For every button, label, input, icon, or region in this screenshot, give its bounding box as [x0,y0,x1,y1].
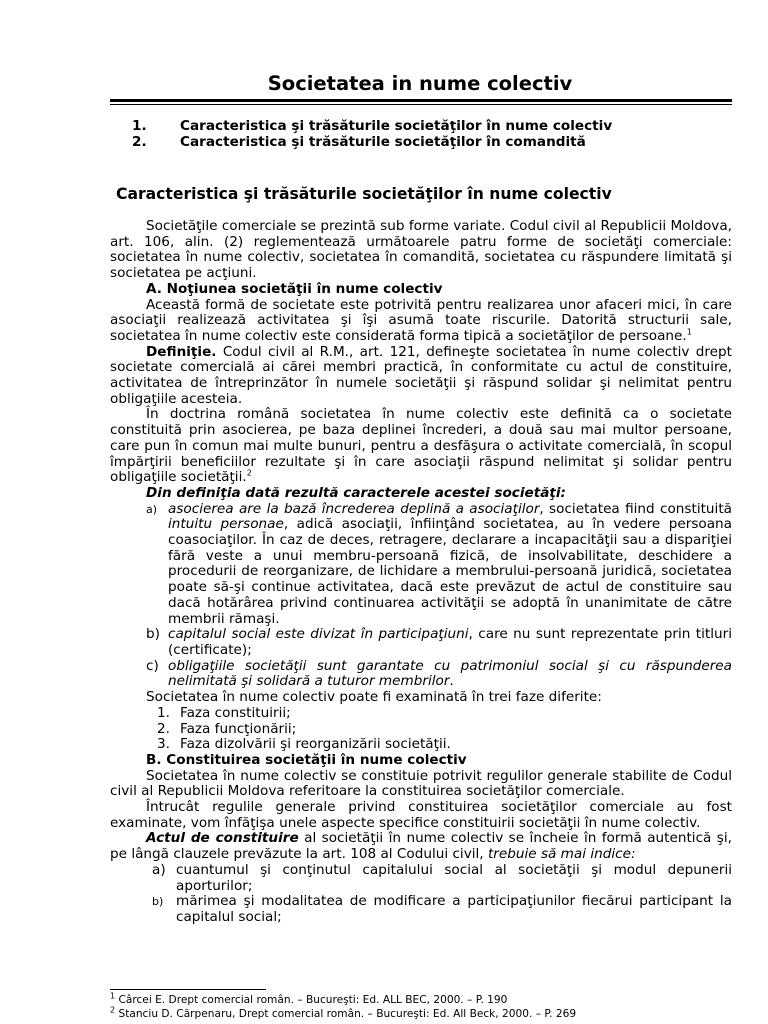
clause-text: mărimea şi modalitatea de modificare a participaţiunilor fiecărui participant la capitalul social; [176,893,732,925]
definition-label: Definiţie. [146,343,217,360]
paragraph-text: În doctrina română societatea în nume colectiv este definită ca o societate constituită prin asocierea, pe baza deplinei încrederi, a două sau mai multor persoane, care pun în comun mai multe bunuri, pentru a desfăşura o activitate comercială, în scopul împărţirii beneficiilor rezultate şi în care asociaţii răspund nelimitat şi solidar pentru obligaţiile societăţii. [110,406,732,486]
paragraph [110,298,732,345]
footnote-ref: 2 [246,468,252,478]
footnote-text: Stanciu D. Cărpenaru, Drept comercial român. – Bucureşti: Ed. All Beck, 2000. – P. 269 [118,1008,577,1020]
footnotes [110,989,710,1021]
paragraph: Societatea în nume colectiv se constituie potrivit regulilor generale stabilite de Codul civil al Republicii Moldova referitoare la constituirea societăţilor comerciale. [110,767,732,800]
item-emphasis: asocierea are la bază încrederea deplină a asociaţilor [168,500,540,517]
item-emphasis: intuitu personae [168,516,284,533]
paragraph: Întrucât regulile generale privind constituirea societăţilor comerciale au fost examinate, vom înfăţişa unele aspecte specifice constituirii societăţii în nume colectiv. [110,799,732,831]
item-label: c) [146,657,159,674]
clause-label: a) [152,861,166,878]
toc-item [132,135,732,151]
footnote-mark: 1 [110,991,116,1001]
item-text [168,659,732,690]
toc-number: 1. [132,118,147,134]
paragraph [110,407,732,486]
toc-number: 2. [132,133,147,150]
table-of-contents [132,119,732,150]
characteristic-item [110,502,732,628]
clause-text: cuantumul şi conţinutul capitalului social al societăţii şi modul depunerii aporturilor; [176,861,732,894]
phase-number: 3. [157,736,170,753]
clause-item [110,894,732,925]
subheading-b: B. Constituirea societăţii în nume colectiv [146,751,467,768]
paragraph-text: Această formă de societate este potrivită pentru realizarea unor afaceri mici, în care asociaţii realizează activitatea şi îşi asumă toate riscurile. Datorită structurii sale, societatea în nume colectiv este considerată forma tipică a societăţilor de persoane. [110,296,732,344]
clause-item [110,863,732,894]
item-text [168,502,732,628]
phase-item [110,722,732,738]
phase-item [110,706,732,722]
toc-text: Caracteristica şi trăsăturile societăţilor în nume colectiv [180,118,613,134]
phase-number: 2. [157,720,170,737]
item-label: b) [146,626,160,643]
item-text-part: , care nu sunt reprezentate prin titluri (certificate); [168,626,732,658]
term-label: Actul de constituire [146,830,299,847]
paragraph-emphasis: trebuie să mai indice: [487,846,636,863]
footnote-mark: 2 [110,1005,116,1015]
footnote [110,993,710,1007]
phases-intro: Societatea în nume colectiv poate fi examinată în trei faze diferite: [146,689,602,706]
title-rule-thin [110,104,732,105]
footnote [110,1007,710,1021]
phase-text: Faza funcţionării; [180,720,297,737]
toc-text: Caracteristica şi trăsăturile societăţilor în comandită [180,133,586,150]
characteristic-item [110,627,732,658]
item-text [168,627,732,658]
definition-paragraph [110,345,732,408]
page-title: Societatea in nume colectiv [267,72,573,95]
phase-text: Faza constituirii; [180,704,291,721]
document-body [110,219,732,926]
subheading-a: A. Noţiunea societăţii în nume colectiv [146,280,443,297]
clause-label: b) [152,895,164,909]
item-text-part: , societatea fiind constituită [539,500,732,517]
phase-item [110,737,732,753]
footnote-ref: 1 [686,327,692,337]
toc-item [132,119,732,135]
section-heading: Caracteristica şi trăsăturile societăţilor în nume colectiv [116,185,612,203]
item-text-part: . [449,673,454,690]
paragraph [110,831,732,862]
paragraph-text: Codul civil al R.M., art. 121, defineşte societatea în nume colectiv drept societate comercială ai cărei membri practică, în conformitate cu actul de constituire, activitatea de întreprinzător în numele societăţii şi răspund solidar şi nelimitat pentru obligaţiile acesteia. [110,343,732,407]
item-text-part: , adică asociaţii, înfiinţând societatea, au în vedere persoana coasociaţilor. În caz de deces, retragere, declarare a incapacităţii sau a dispariţiei fără veste a unui membru-persoană fizică, de insolvabilitate, deschidere a procedurii de reorganizare, de lichidare a membrului-persoană juridică, societatea poate să-şi continue activitatea, dacă este prevăzut de actul de constituire sau dacă hotărârea privind continuarea activităţii se adoptă în unanimitate de către membrii rămaşi. [168,516,732,627]
title-rule-thick [110,99,732,102]
phase-text: Faza dizolvării şi reorganizării societăţii. [180,736,451,753]
paragraph: Societăţile comerciale se prezintă sub forme variate. Codul civil al Republicii Moldova, art. 106, alin. (2) reglementează următoarele patru forme de societăţi comerciale: societatea în nume colectiv, societatea în comandită, societatea cu răspundere limitată şi societatea pe acţiuni. [110,218,732,282]
item-emphasis: capitalul social este divizat în participaţiuni [168,626,469,643]
phase-number: 1. [157,704,170,721]
characteristic-item [110,659,732,690]
footnote-text: Cârcei E. Drept comercial român. – Bucureşti: Ed. ALL BEC, 2000. – P. 190 [118,994,508,1006]
item-emphasis: obligaţiile societăţii sunt garantate cu patrimoniul social şi cu răspunderea nelimitată şi solidară a tuturor membrilor [168,657,732,690]
footnote-rule [110,989,266,990]
paragraph-text: al societăţii în nume colectiv se încheie în formă autentică şi, pe lângă clauzele prevăzute la art. 108 al Codului civil, [110,830,732,863]
item-label: a) [146,502,158,516]
characteristics-intro: Din definiţia dată rezultă caracterele acestei societăţi: [146,484,566,501]
